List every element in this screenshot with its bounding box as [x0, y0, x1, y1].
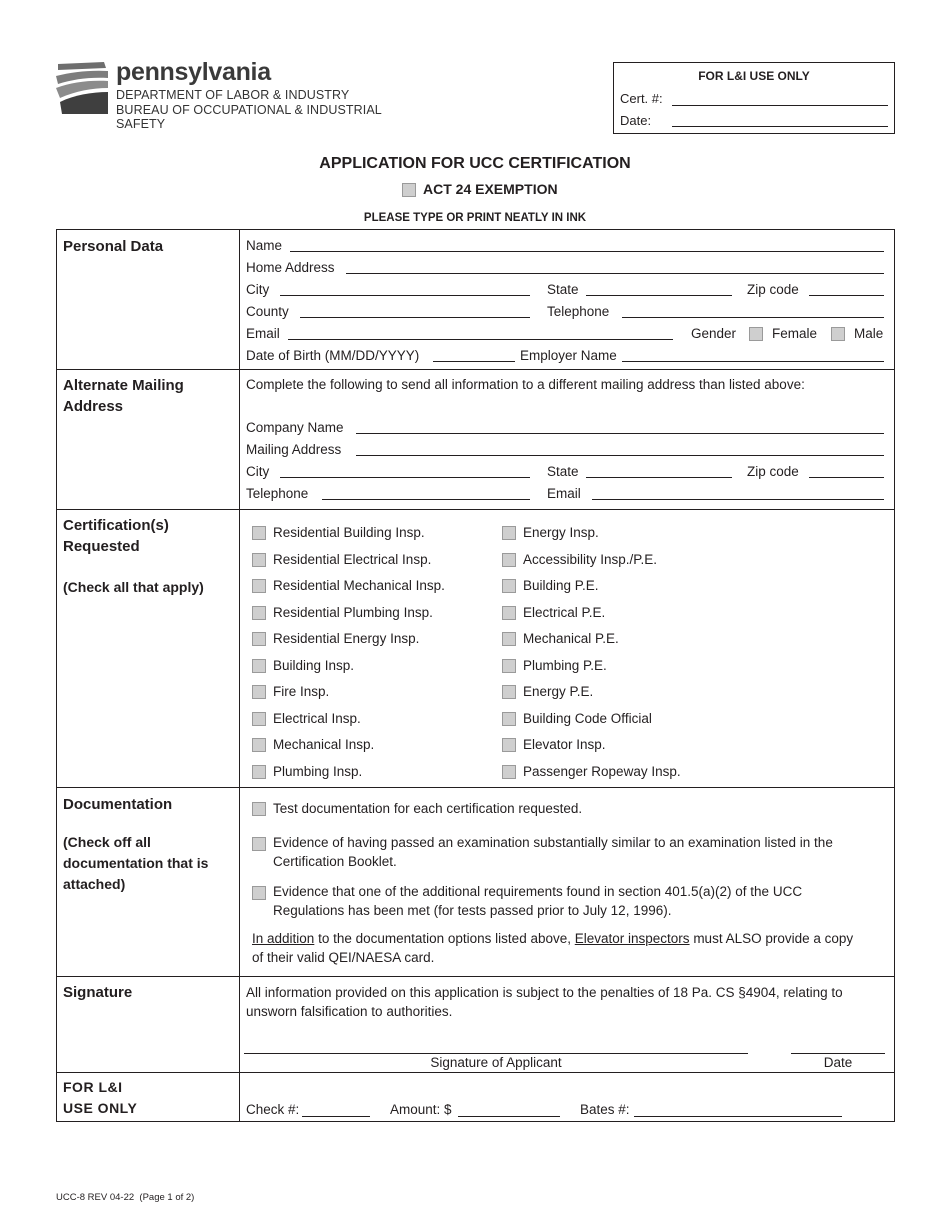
telephone-field[interactable] — [622, 317, 884, 318]
certification-label: Residential Mechanical Insp. — [273, 578, 445, 593]
certifications-header — [57, 510, 240, 788]
certification-label: Passenger Ropeway Insp. — [523, 763, 681, 779]
company-name-field[interactable] — [356, 433, 884, 434]
female-label: Female — [772, 326, 818, 341]
certification-label: Residential Energy Insp. — [273, 631, 420, 646]
city-field[interactable] — [280, 295, 530, 296]
certification-label: Building Insp. — [273, 657, 355, 673]
check-number-field[interactable] — [302, 1116, 370, 1117]
certification-checkbox[interactable] — [502, 659, 516, 673]
certification-checkbox[interactable] — [502, 738, 516, 752]
signature-section — [240, 977, 895, 1073]
elevator-note-text-b: must ALSO provide a copy — [689, 931, 854, 946]
elevator-note-inspectors: Elevator inspectors — [574, 931, 690, 946]
office-date-field[interactable] — [672, 126, 888, 127]
email-field[interactable] — [288, 339, 673, 340]
alt-city-label: City — [246, 464, 270, 479]
certification-checkbox[interactable] — [252, 606, 266, 620]
test-documentation-label: Test documentation for each certification requested. — [273, 801, 583, 816]
certifications-title-line2: Requested — [63, 538, 140, 555]
form-footer: UCC-8 REV 04-22 (Page 1 of 2) — [56, 1192, 195, 1203]
alt-telephone-label: Telephone — [246, 486, 309, 501]
email-label: Email — [246, 326, 280, 341]
signature-statement-line2: unsworn falsification to authorities. — [246, 1004, 453, 1019]
mailing-address-label: Mailing Address — [246, 442, 342, 457]
alternate-address-section — [240, 370, 895, 510]
office-use-row-title — [57, 1073, 239, 1119]
alt-telephone-field[interactable] — [322, 499, 530, 500]
alternate-address-intro: Complete the following to send all information to a different mailing address than listed above: — [246, 377, 805, 392]
logo — [52, 58, 432, 131]
zip-code-label: Zip code — [747, 282, 799, 297]
certification-checkbox[interactable] — [252, 765, 266, 779]
documentation-note — [57, 815, 239, 895]
signature-of-applicant-label: Signature of Applicant — [430, 1055, 562, 1070]
male-label: Male — [854, 326, 884, 341]
male-checkbox[interactable] — [831, 327, 845, 341]
certification-checkbox[interactable] — [502, 606, 516, 620]
certification-checkbox[interactable] — [502, 712, 516, 726]
certification-checkbox[interactable] — [502, 553, 516, 567]
certifications-note: (Check all that apply) — [63, 579, 204, 595]
county-field[interactable] — [300, 317, 530, 318]
city-label: City — [246, 282, 270, 297]
elevator-note-text-a: to the documentation options listed above, — [314, 931, 575, 946]
personal-data-section — [240, 230, 895, 370]
signature-statement-line1: All information provided on this application is subject to the penalties of 18 Pa. CS §4904, relating to — [246, 985, 843, 1000]
act-24-exemption-label: ACT 24 EXEMPTION — [423, 181, 558, 197]
certification-checkbox[interactable] — [252, 553, 266, 567]
exam-evidence-label-line1: Evidence of having passed an examination substantially similar to an examination listed in the — [273, 835, 833, 850]
certification-checkbox[interactable] — [502, 632, 516, 646]
alternate-address-title-line1: Alternate Mailing — [63, 377, 184, 394]
certification-label: Residential Building Insp. — [273, 525, 425, 540]
certification-label: Elevator Insp. — [523, 737, 606, 752]
documentation-note-line2: documentation that is — [63, 855, 209, 871]
certification-label: Plumbing P.E. — [523, 657, 607, 673]
certification-label: Electrical P.E. — [523, 604, 606, 620]
home-address-label: Home Address — [246, 260, 335, 275]
certification-label: Accessibility Insp./P.E. — [523, 551, 658, 567]
certification-label: Residential Plumbing Insp. — [273, 604, 433, 620]
additional-requirements-line1: Evidence that one of the additional requirements found in section 401.5(a)(2) of the UCC — [273, 884, 803, 899]
certification-checkbox[interactable] — [502, 685, 516, 699]
cert-number-label: Cert. #: — [620, 91, 663, 106]
office-use-title-line1: FOR L&I — [63, 1079, 123, 1095]
certification-checkbox[interactable] — [502, 765, 516, 779]
certification-checkbox[interactable] — [502, 579, 516, 593]
additional-requirements-checkbox[interactable] — [252, 886, 266, 900]
telephone-label: Telephone — [547, 304, 610, 319]
department-name: DEPARTMENT OF LABOR & INDUSTRY — [116, 88, 350, 102]
keystone-logo-icon — [52, 58, 112, 118]
certifications-section — [240, 510, 895, 788]
alt-state-field[interactable] — [586, 477, 732, 478]
office-use-title-line2: USE ONLY — [63, 1100, 138, 1116]
office-use-box — [613, 62, 895, 134]
instruction-text: PLEASE TYPE OR PRINT NEATLY IN INK — [363, 212, 587, 224]
exam-evidence-label-line2: Certification Booklet. — [273, 854, 397, 869]
name-field[interactable] — [290, 251, 884, 252]
alternate-address-title — [57, 370, 239, 417]
certification-label: Mechanical P.E. — [523, 631, 619, 646]
elevator-note-line2: of their valid QEI/NAESA card. — [252, 950, 435, 965]
test-documentation-checkbox[interactable] — [252, 802, 266, 816]
certification-checkbox[interactable] — [252, 632, 266, 646]
female-checkbox[interactable] — [749, 327, 763, 341]
certification-label: Plumbing Insp. — [273, 763, 363, 779]
additional-requirements-line2: Regulations has been met (for tests passed prior to July 12, 1996). — [273, 903, 672, 918]
gender-label: Gender — [691, 326, 737, 341]
zip-code-field[interactable] — [809, 295, 884, 296]
name-label: Name — [246, 238, 283, 253]
bates-number-field[interactable] — [634, 1116, 842, 1117]
certification-checkbox[interactable] — [252, 738, 266, 752]
certification-checkbox[interactable] — [252, 659, 266, 673]
documentation-title: Documentation — [63, 796, 173, 813]
certification-label: Building P.E. — [523, 578, 599, 593]
alternate-address-title-line2: Address — [63, 398, 124, 415]
certification-label: Electrical Insp. — [273, 710, 361, 726]
bates-number-label: Bates #: — [580, 1102, 630, 1117]
certification-checkbox[interactable] — [252, 685, 266, 699]
act-24-exemption-checkbox[interactable] — [402, 183, 416, 197]
logo-wordmark: pennsylvania — [116, 58, 271, 86]
office-use-header — [57, 1073, 240, 1122]
documentation-note-line1: (Check off all — [63, 834, 151, 850]
home-address-field[interactable] — [346, 273, 884, 274]
state-field[interactable] — [586, 295, 732, 296]
alt-email-field[interactable] — [592, 499, 884, 500]
certification-label: Residential Electrical Insp. — [273, 551, 432, 567]
signature-title: Signature — [63, 984, 133, 1001]
documentation-note-line3: attached) — [63, 876, 126, 892]
county-label: County — [246, 304, 289, 319]
amount-field[interactable] — [458, 1116, 560, 1117]
exam-evidence-checkbox[interactable] — [252, 837, 266, 851]
company-name-label: Company Name — [246, 420, 344, 435]
state-label: State — [547, 282, 579, 297]
office-use-section — [240, 1073, 895, 1122]
date-of-birth-label: Date of Birth (MM/DD/YYYY) — [246, 348, 420, 363]
signature-date-label: Date — [823, 1055, 853, 1070]
certification-label: Energy P.E. — [523, 684, 594, 699]
cert-number-field[interactable] — [672, 105, 888, 106]
certification-label: Mechanical Insp. — [273, 737, 375, 752]
mailing-address-field[interactable] — [356, 455, 884, 456]
check-number-label: Check #: — [246, 1102, 300, 1117]
certification-checkbox[interactable] — [252, 712, 266, 726]
office-use-title: FOR L&I USE ONLY — [698, 69, 810, 83]
certification-label: Building Code Official — [523, 710, 652, 726]
certifications-title-line1: Certification(s) — [63, 517, 169, 534]
certification-label: Fire Insp. — [273, 684, 330, 699]
documentation-section — [240, 788, 895, 977]
page-title: APPLICATION FOR UCC CERTIFICATION — [319, 155, 631, 172]
elevator-note-line1 — [252, 930, 853, 948]
amount-label: Amount: $ — [390, 1102, 452, 1117]
signature-header — [57, 977, 240, 1073]
bureau-name: BUREAU OF OCCUPATIONAL & INDUSTRIAL SAFETY — [116, 103, 382, 131]
elevator-note-in-addition: In addition — [252, 931, 315, 946]
alt-email-label: Email — [547, 486, 581, 501]
certification-checkbox[interactable] — [252, 579, 266, 593]
alternate-address-header — [57, 370, 240, 510]
alt-zip-code-label: Zip code — [747, 464, 799, 479]
alt-state-label: State — [547, 464, 579, 479]
documentation-header — [57, 788, 240, 977]
certification-checkbox[interactable] — [502, 526, 516, 540]
application-form — [56, 229, 895, 1122]
employer-name-field[interactable] — [622, 361, 884, 362]
alt-zip-code-field[interactable] — [809, 477, 884, 478]
certification-checkbox[interactable] — [252, 526, 266, 540]
certification-label: Energy Insp. — [523, 525, 599, 540]
personal-data-header — [57, 230, 240, 370]
personal-data-title: Personal Data — [63, 238, 164, 255]
date-of-birth-field[interactable] — [433, 361, 515, 362]
certifications-title — [57, 510, 239, 598]
office-date-label: Date: — [620, 113, 652, 128]
employer-name-label: Employer Name — [520, 348, 617, 363]
alt-city-field[interactable] — [280, 477, 530, 478]
